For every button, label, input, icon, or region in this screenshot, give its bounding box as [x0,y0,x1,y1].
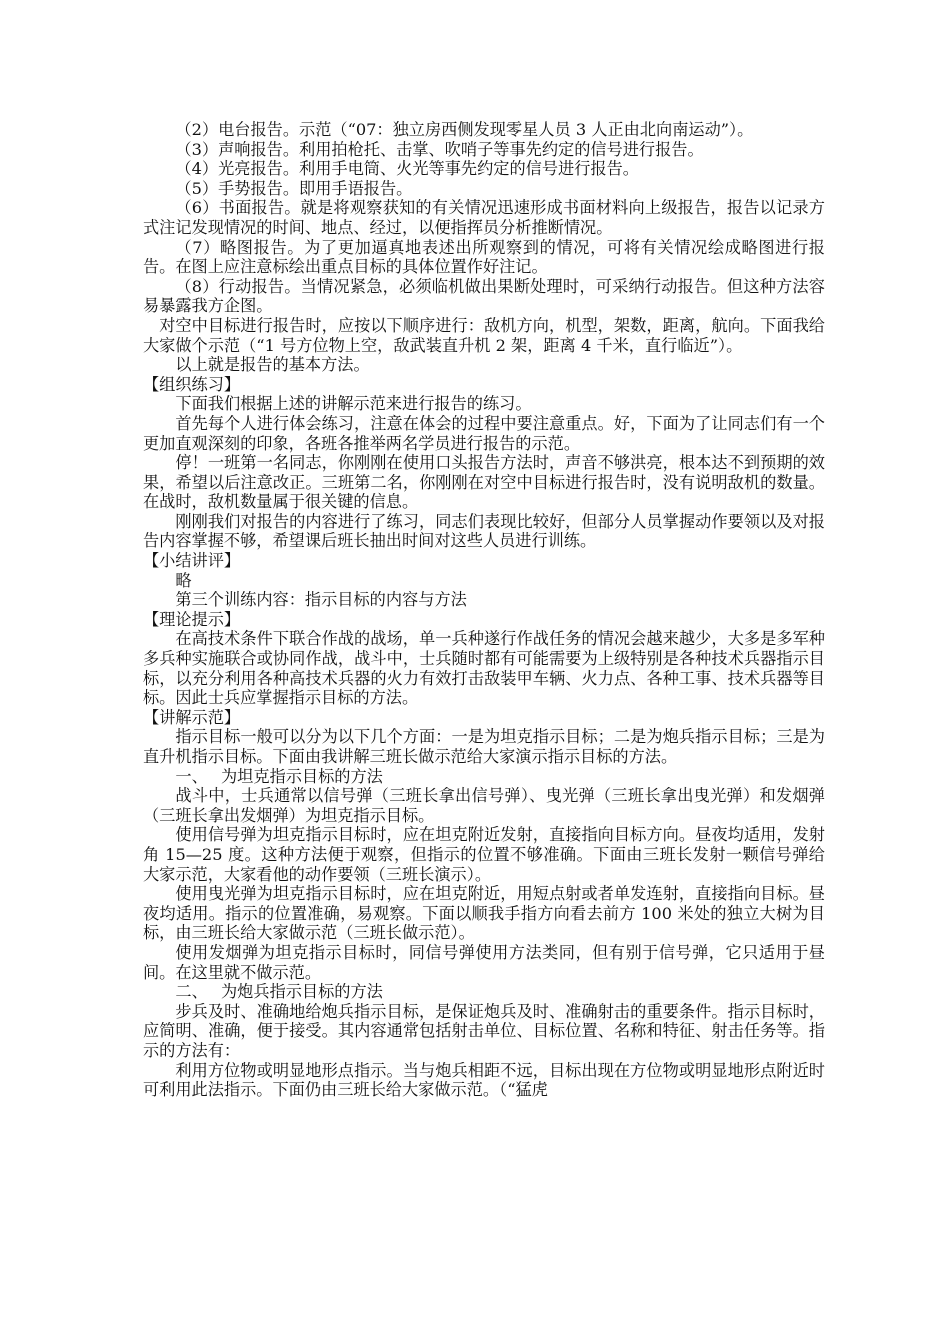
section-heading: 【理论提示】 [143,609,241,629]
section-heading: 【组织练习】 [143,374,241,394]
section-heading: 【小结讲评】 [143,551,241,571]
paragraph: 战斗中，士兵通常以信号弹（三班长拿出信号弹）、曳光弹（三班长拿出曳光弹）和发烟弹（三班长拿出发烟弹）为坦克指示目标。 [143,786,825,825]
paragraph: 停！一班第一名同志，你刚刚在使用口头报告方法时，声音不够洪亮，根本达不到预期的效果，希望以后注意改正。三班第二名，你刚刚在对空中目标进行报告时，没有说明敌机的数量。在战时，敌机数量属于很关键的信息。 [143,453,825,512]
paragraph: 在高技术条件下联合作战的战场，单一兵种遂行作战任务的情况会越来越少，大多是多军种多兵种实施联合或协同作战，战斗中，士兵随时都有可能需要为上级特别是各种技术兵器指示目标，以充分利用各种高技术兵器的火力有效打击敌装甲车辆、火力点、各种工事、技术兵器等目标。因此士兵应掌握指示目标的方法。 [143,629,825,708]
paragraph: 使用发烟弹为坦克指示目标时，同信号弹使用方法类同，但有别于信号弹，它只适用于昼间。在这里就不做示范。 [143,942,825,982]
paragraph: 步兵及时、准确地给炮兵指示目标，是保证炮兵及时、准确射击的重要条件。指示目标时，应简明、准确，便于接受。其内容通常包括射击单位、目标位置、名称和特征、射击任务等。指示的方法有： [143,1001,825,1060]
paragraph: 利用方位物或明显地形点指示。当与炮兵相距不远，目标出现在方位物或明显地形点附近时可利用此法指示。下面仍由三班长给大家做示范。（“猛虎 [143,1060,825,1100]
paragraph: 使用信号弹为坦克指示目标时，应在坦克附近发射，直接指向目标方向。昼夜均适用，发射角 15—25 度。这种方法便于观察，但指示的位置不够准确。下面由三班长发射一颗信号弹给大家示范，大家看他的动作要领（三班长演示）。 [143,825,825,884]
document-body [143,120,825,1100]
paragraph: 第三个训练内容：指示目标的内容与方法 [175,590,467,610]
paragraph: 指示目标一般可以分为以下几个方面：一是为坦克指示目标；二是为炮兵指示目标；三是为直升机指示目标。下面由我讲解三班长做示范给大家演示指示目标的方法。 [143,727,825,766]
paragraph: （4）光亮报告。利用手电筒、火光等事先约定的信号进行报告。 [175,159,639,179]
paragraph: （7）略图报告。为了更加逼真地表述出所观察到的情况，可将有关情况绘成略图进行报告。在图上应注意标绘出重点目标的具体位置作好注记。 [143,237,825,277]
paragraph: 以上就是报告的基本方法。 [175,355,370,375]
paragraph: 下面我们根据上述的讲解示范来进行报告的练习。 [175,394,532,414]
section-heading: 【讲解示范】 [143,707,241,727]
subsection-heading: 一、 为坦克指示目标的方法 [175,766,383,786]
subsection-heading: 二、 为炮兵指示目标的方法 [175,982,383,1002]
paragraph: 刚刚我们对报告的内容进行了练习，同志们表现比较好，但部分人员掌握动作要领以及对报告内容掌握不够，希望课后班长抽出时间对这些人员进行训练。 [143,511,825,551]
paragraph: （2）电台报告。示范（“07：独立房西侧发现零星人员 3 人正由北向南运动”）。 [175,120,754,139]
paragraph: 略 [175,570,192,590]
paragraph: （6）书面报告。就是将观察获知的有关情况迅速形成书面材料向上级报告，报告以记录方式注记发现情况的时间、地点、经过，以便指挥员分析推断情况。 [143,198,825,237]
paragraph: 使用曳光弹为坦克指示目标时，应在坦克附近，用短点射或者单发连射，直接指向目标。昼夜均适用。指示的位置准确，易观察。下面以顺我手指方向看去前方 100 米处的独立大树为目标，由三班长给大家做示范（三班长做示范）。 [143,884,825,943]
paragraph: 首先每个人进行体会练习，注意在体会的过程中要注意重点。好，下面为了让同志们有一个更加直观深刻的印象，各班各推举两名学员进行报告的示范。 [143,413,825,453]
paragraph: （5）手势报告。即用手语报告。 [175,178,413,198]
paragraph: 对空中目标进行报告时，应按以下顺序进行：敌机方向，机型，架数，距离，航向。下面我给大家做个示范（“1 号方位物上空，敌武装直升机 2 架，距离 4 千米，直行临近”）。 [143,315,825,355]
paragraph: （3）声响报告。利用拍枪托、击掌、吹哨子等事先约定的信号进行报告。 [175,139,704,159]
paragraph: （8）行动报告。当情况紧急，必须临机做出果断处理时，可采纳行动报告。但这种方法容易暴露我方企图。 [143,276,825,316]
